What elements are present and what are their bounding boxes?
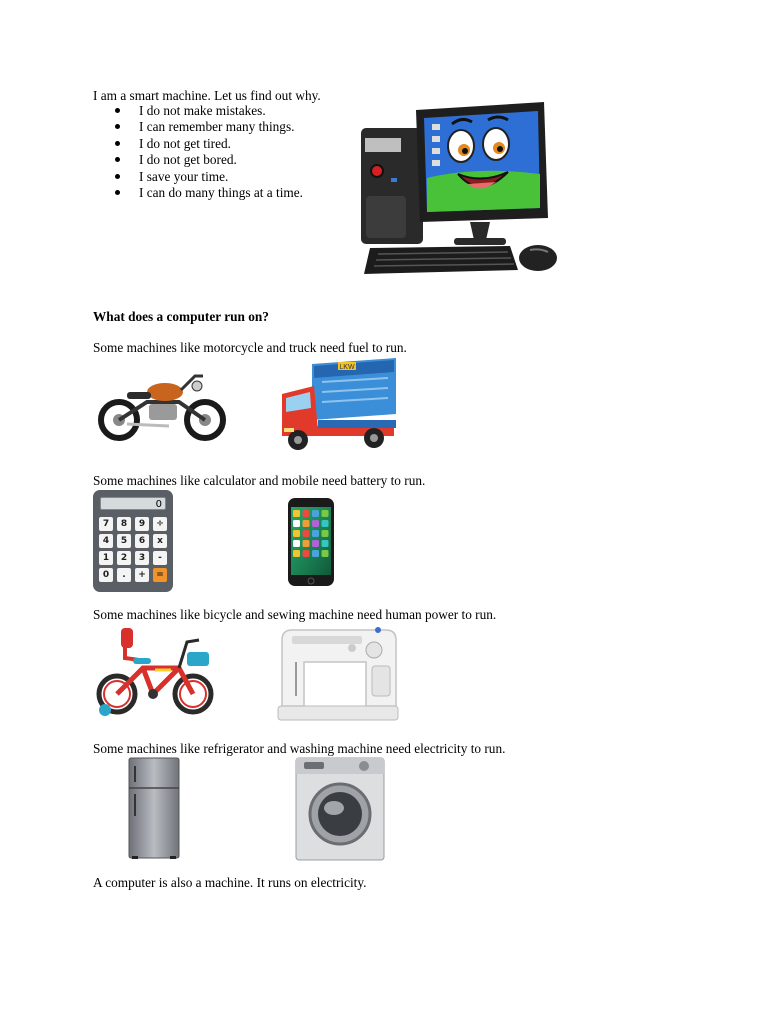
calculator-key: 0 — [99, 568, 113, 582]
human-power-sentence: Some machines like bicycle and sewing machine need human power to run. — [93, 607, 497, 622]
washing-machine-image — [294, 756, 386, 862]
app-icon — [322, 540, 329, 547]
calculator-key: 4 — [99, 534, 113, 548]
sewing-machine-image — [276, 626, 400, 724]
calculator-key: 7 — [99, 517, 113, 531]
app-icon — [293, 510, 300, 517]
cartoon-computer-illustration — [358, 100, 563, 280]
app-icon — [303, 520, 310, 527]
bullet-dot — [115, 108, 120, 113]
calculator-key: 6 — [135, 534, 149, 548]
section-heading: What does a computer run on? — [93, 309, 269, 324]
truck-image — [278, 356, 400, 456]
app-icon — [293, 540, 300, 547]
calculator-key: 3 — [135, 551, 149, 565]
bullet-item: I can do many things at a time. — [115, 185, 303, 201]
app-icon — [293, 530, 300, 537]
app-icon — [322, 550, 329, 557]
electricity-sentence: Some machines like refrigerator and washing machine need electricity to run. — [93, 741, 506, 756]
bicycle-image — [95, 624, 215, 722]
bullet-dot — [115, 190, 120, 195]
app-icon — [293, 550, 300, 557]
bullet-dot — [115, 141, 120, 146]
app-icon — [322, 520, 329, 527]
bullet-item: I do not make mistakes. — [115, 103, 303, 119]
bullet-dot — [115, 124, 120, 129]
bullet-item: I do not get bored. — [115, 152, 303, 168]
calculator-display — [100, 497, 166, 510]
app-icon — [312, 550, 319, 557]
app-icon — [322, 510, 329, 517]
app-icon — [303, 540, 310, 547]
bullet-dot — [115, 174, 120, 179]
battery-sentence: Some machines like calculator and mobile need battery to run. — [93, 473, 426, 488]
calculator-image — [93, 490, 173, 592]
calculator-key: 9 — [135, 517, 149, 531]
intro-lead: I am a smart machine. Let us find out why. — [93, 88, 321, 103]
refrigerator-image — [126, 756, 182, 860]
calculator-key: ÷ — [153, 517, 167, 531]
calculator-key: - — [153, 551, 167, 565]
feature-list — [115, 103, 303, 201]
motorcycle-image — [97, 362, 229, 444]
conclusion-sentence: A computer is also a machine. It runs on electricity. — [93, 875, 367, 890]
app-icon — [312, 510, 319, 517]
calculator-display-value: 0 — [155, 499, 162, 510]
bullet-item: I can remember many things. — [115, 119, 303, 135]
bullet-item: I save your time. — [115, 169, 303, 185]
bullet-item: I do not get tired. — [115, 136, 303, 152]
truck-badge-text: LKW — [339, 364, 355, 371]
app-icon — [312, 540, 319, 547]
calculator-key: x — [153, 534, 167, 548]
calculator-key: + — [135, 568, 149, 582]
bullet-dot — [115, 157, 120, 162]
calculator-key: 8 — [117, 517, 131, 531]
calculator-key: = — [153, 568, 167, 582]
app-icon — [303, 550, 310, 557]
fuel-sentence: Some machines like motorcycle and truck need fuel to run. — [93, 340, 407, 355]
app-icon — [293, 520, 300, 527]
app-icon — [312, 520, 319, 527]
app-icon — [322, 530, 329, 537]
mobile-phone-image — [287, 497, 335, 587]
app-icon — [303, 530, 310, 537]
calculator-key: 2 — [117, 551, 131, 565]
calculator-keypad — [99, 517, 167, 587]
app-icon — [303, 510, 310, 517]
calculator-key: 1 — [99, 551, 113, 565]
calculator-key: 5 — [117, 534, 131, 548]
calculator-key: . — [117, 568, 131, 582]
app-icon — [312, 530, 319, 537]
